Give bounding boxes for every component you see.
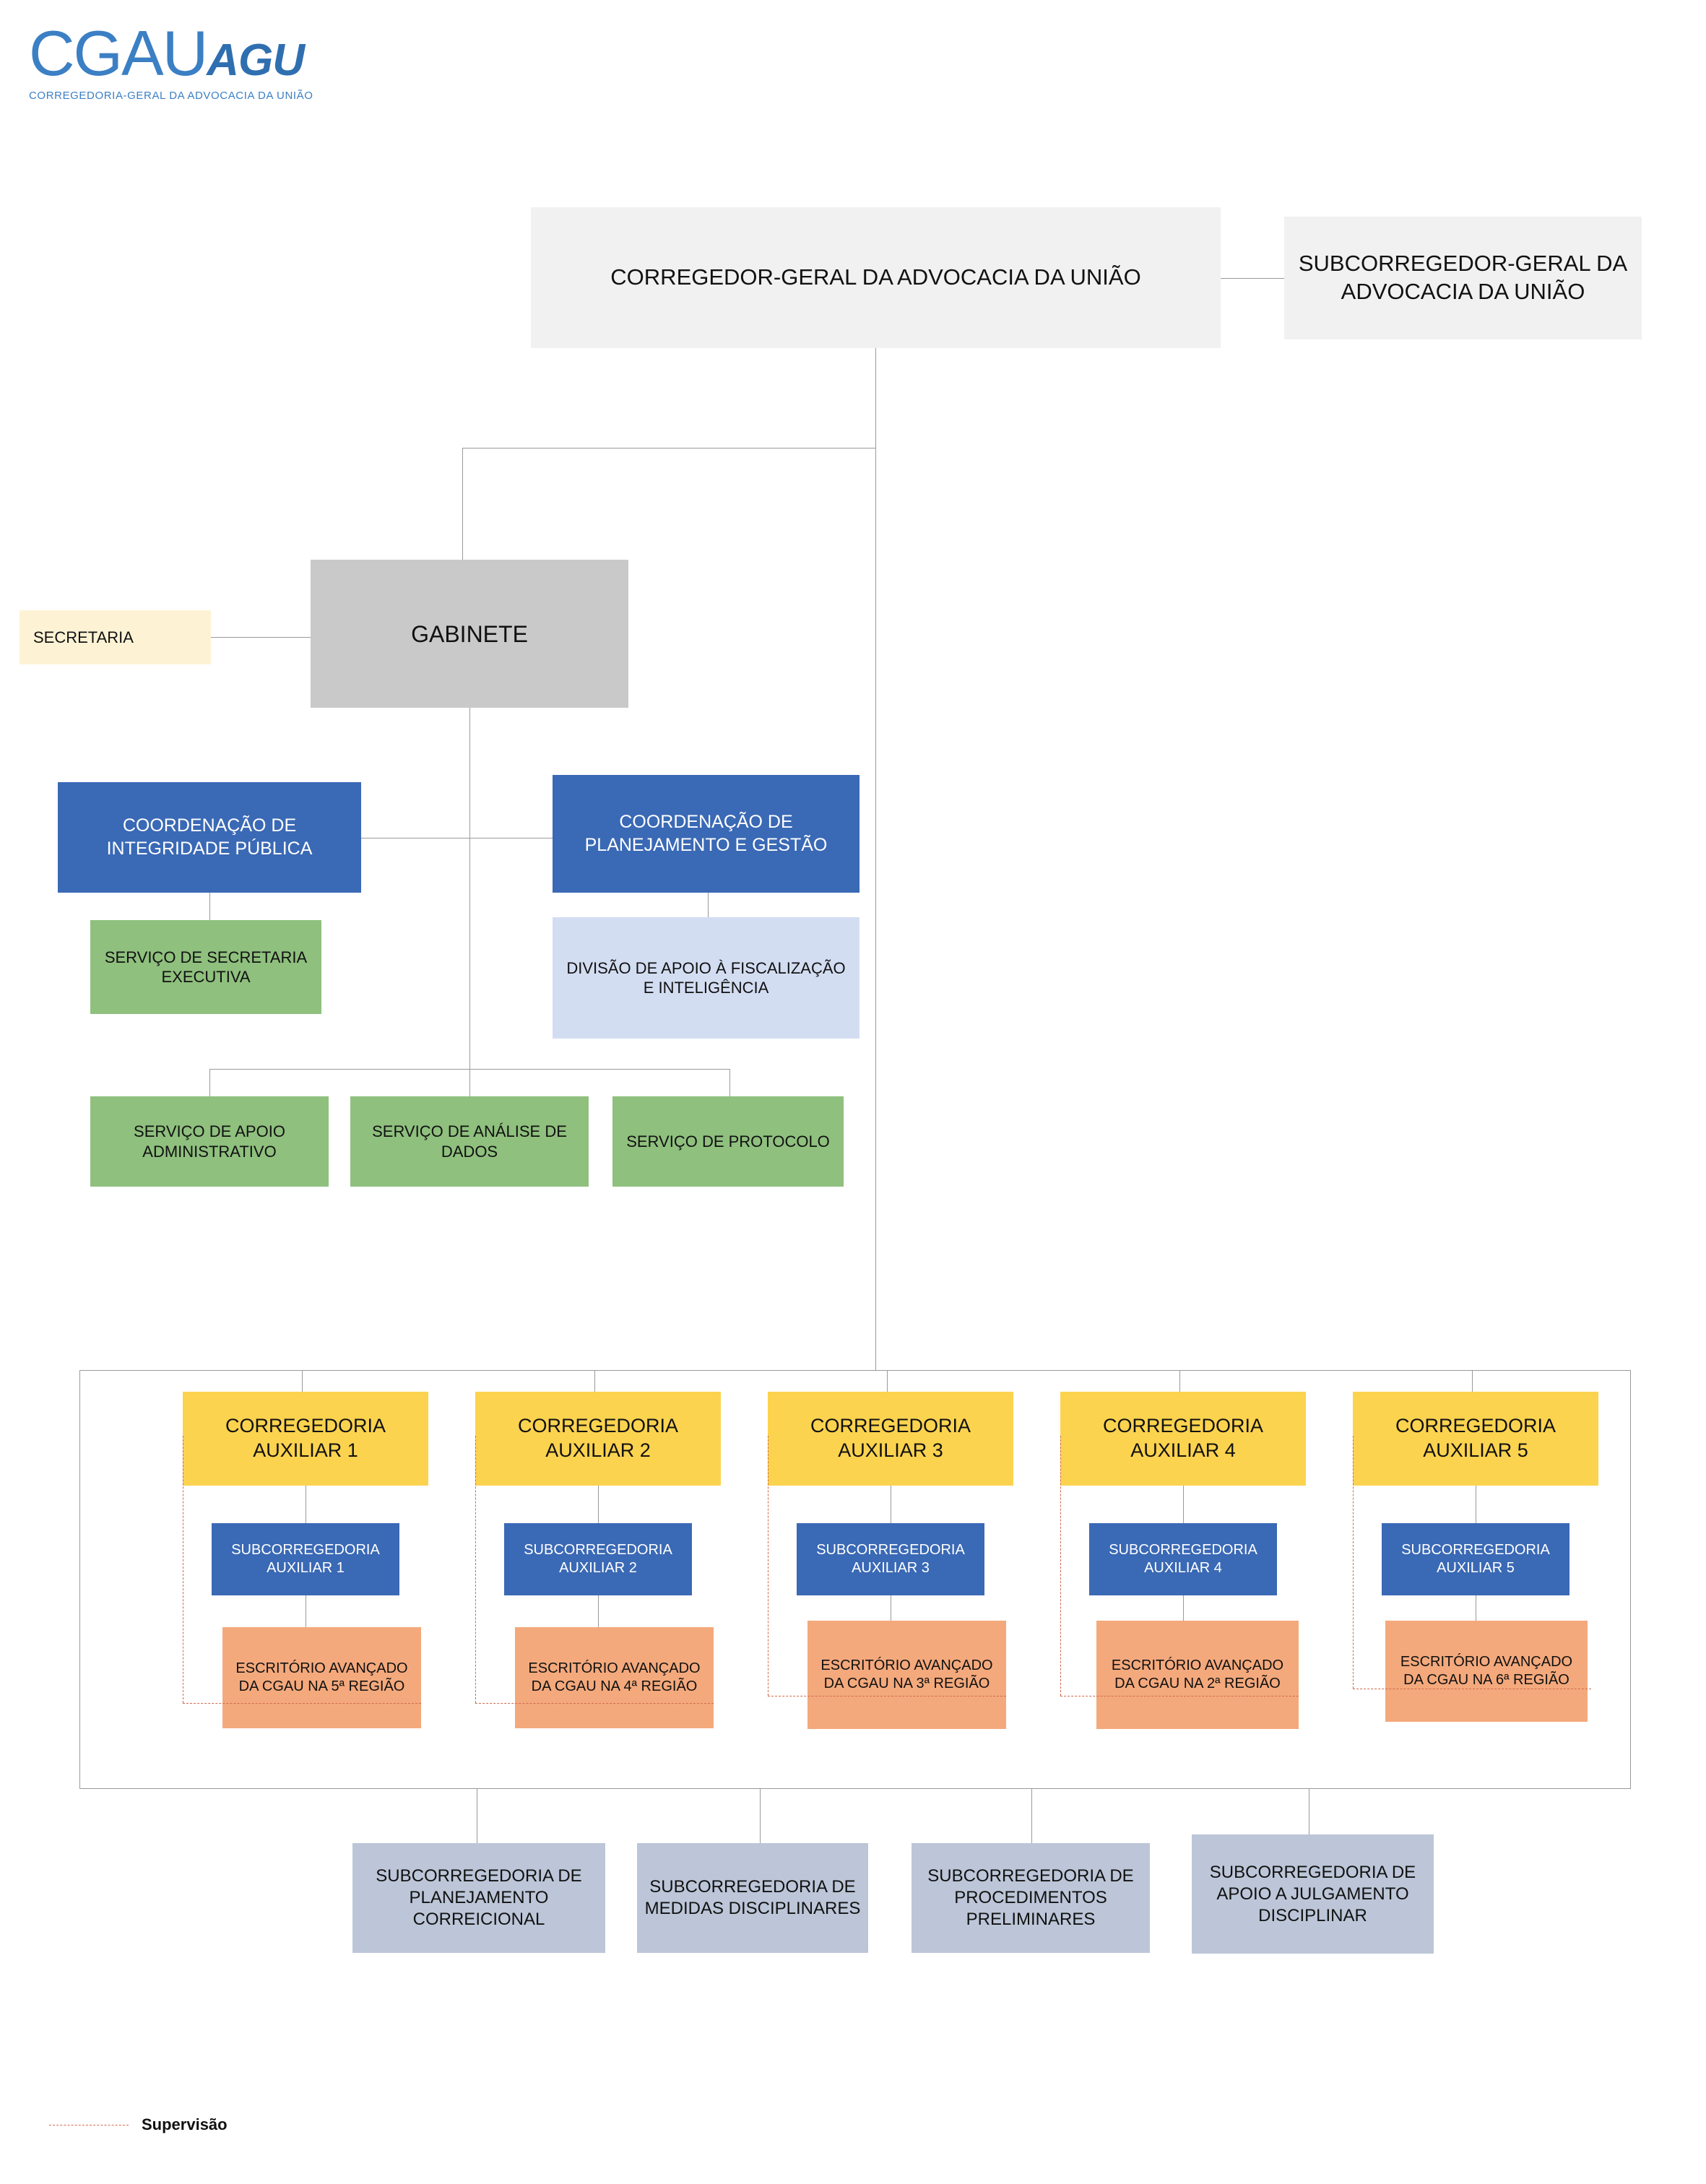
connector-secretaria (211, 637, 311, 638)
connector-sub-3 (1031, 1789, 1032, 1843)
node-escritorio-4-label: ESCRITÓRIO AVANÇADO DA CGAU NA 2ª REGIÃO (1111, 1658, 1284, 1691)
node-corregedoria-auxiliar-4-label: CORREGEDORIA AUXILIAR 4 (1102, 1415, 1264, 1461)
legend-supervisao-label: Supervisão (142, 2115, 228, 2133)
node-coordenacao-planejamento-label: COORDENAÇÃO DE PLANEJAMENTO E GESTÃO (584, 812, 828, 855)
connector-corregedoria-4-stub (1179, 1370, 1180, 1392)
logo-subtitle: CORREGEDORIA-GERAL DA ADVOCACIA DA UNIÃO (29, 90, 313, 102)
node-subcorregedoria-auxiliar-4[interactable] (1089, 1523, 1277, 1595)
node-escritorio-2[interactable] (515, 1627, 714, 1728)
node-coordenacao-planejamento[interactable] (553, 775, 860, 893)
connector-corregedoria-1-stub (302, 1370, 303, 1392)
node-subcorregedoria-planejamento-correicional-label: SUBCORREGEDORIA DE PLANEJAMENTO CORREICIONAL (376, 1866, 582, 1929)
connector-corr4-sub (1183, 1486, 1184, 1523)
node-subcorregedoria-auxiliar-5[interactable] (1382, 1523, 1569, 1595)
node-gabinete-label: GABINETE (411, 620, 528, 647)
node-corregedoria-auxiliar-2-label: CORREGEDORIA AUXILIAR 2 (517, 1415, 679, 1461)
node-subcorregedoria-auxiliar-1-label: SUBCORREGEDORIA AUXILIAR 1 (231, 1542, 380, 1576)
node-subcorregedoria-planejamento-correicional[interactable] (352, 1843, 605, 1953)
legend-supervisao-line-icon (49, 2125, 129, 2126)
node-corregedoria-auxiliar-3-label: CORREGEDORIA AUXILIAR 3 (810, 1415, 971, 1461)
node-escritorio-1[interactable] (222, 1627, 421, 1728)
logo-agu-text: AGU (207, 35, 305, 85)
node-servico-apoio-administrativo-label: SERVIÇO DE APOIO ADMINISTRATIVO (134, 1122, 285, 1161)
cgau-logo (29, 17, 462, 144)
node-subcorregedoria-apoio-julgamento-disciplinar[interactable] (1192, 1834, 1434, 1954)
connector-servicos-vertical (469, 838, 470, 1069)
node-subcorregedoria-auxiliar-3[interactable] (797, 1523, 984, 1595)
connector-corr4-esc (1183, 1595, 1184, 1621)
node-corregedoria-auxiliar-1-label: CORREGEDORIA AUXILIAR 1 (225, 1415, 386, 1461)
node-corregedoria-auxiliar-1[interactable] (183, 1392, 428, 1486)
legend (49, 2110, 352, 2139)
node-subcorregedoria-auxiliar-5-label: SUBCORREGEDORIA AUXILIAR 5 (1401, 1542, 1550, 1576)
connector-corregedoria-2-stub (594, 1370, 595, 1392)
connector-servico-protocolo-stub (729, 1069, 730, 1096)
connector-servico-analise-stub (469, 1069, 470, 1096)
supervisao-line-2-vertical (475, 1436, 476, 1703)
node-subcorregedoria-auxiliar-1[interactable] (212, 1523, 399, 1595)
supervisao-line-1-horizontal (183, 1703, 421, 1704)
node-gabinete[interactable] (311, 560, 628, 708)
connector-sub-2 (760, 1789, 761, 1843)
node-subcorregedoria-procedimentos-preliminares-label: SUBCORREGEDORIA DE PROCEDIMENTOS PRELIMINARES (927, 1866, 1134, 1929)
connector-corr2-esc (598, 1595, 599, 1627)
connector-top-horizontal (1221, 278, 1284, 279)
node-servico-apoio-administrativo[interactable] (90, 1096, 329, 1187)
supervisao-line-4-vertical (1060, 1436, 1061, 1696)
node-subcorregedoria-apoio-julgamento-disciplinar-label: SUBCORREGEDORIA DE APOIO A JULGAMENTO DISCIPLINAR (1209, 1862, 1416, 1925)
logo-brand-text: CGAU (29, 17, 207, 89)
node-servico-analise-dados-label: SERVIÇO DE ANÁLISE DE DADOS (372, 1122, 567, 1161)
node-coordenacao-integridade[interactable] (58, 782, 361, 893)
node-escritorio-3[interactable] (807, 1621, 1006, 1729)
node-secretaria[interactable] (20, 610, 211, 664)
node-corregedoria-auxiliar-5-label: CORREGEDORIA AUXILIAR 5 (1395, 1415, 1556, 1461)
node-servico-secretaria-executiva-label: SERVIÇO DE SECRETARIA EXECUTIVA (104, 948, 308, 986)
supervisao-line-2-horizontal (475, 1703, 714, 1704)
connector-main-spine (875, 348, 876, 1370)
node-subcorregedoria-auxiliar-2[interactable] (504, 1523, 692, 1595)
node-corregedoria-auxiliar-2[interactable] (475, 1392, 721, 1486)
node-escritorio-2-label: ESCRITÓRIO AVANÇADO DA CGAU NA 4ª REGIÃO (528, 1660, 701, 1694)
node-divisao-apoio[interactable] (553, 917, 860, 1039)
connector-gabinete-down (469, 708, 470, 838)
node-corregedor-geral-label: CORREGEDOR-GERAL DA ADVOCACIA DA UNIÃO (610, 264, 1141, 290)
connector-corregedoria-3-stub (887, 1370, 888, 1392)
connector-gabinete-vertical (462, 448, 463, 560)
node-corregedor-geral[interactable] (531, 207, 1221, 348)
node-escritorio-4[interactable] (1096, 1621, 1299, 1729)
node-subcorregedoria-auxiliar-3-label: SUBCORREGEDORIA AUXILIAR 3 (816, 1542, 965, 1576)
node-servico-protocolo[interactable] (612, 1096, 844, 1187)
node-corregedoria-auxiliar-4[interactable] (1060, 1392, 1306, 1486)
node-divisao-apoio-label: DIVISÃO DE APOIO À FISCALIZAÇÃO E INTELIGÊNCIA (566, 958, 846, 997)
connector-servico-secretaria (209, 893, 210, 920)
node-subcorregedoria-auxiliar-2-label: SUBCORREGEDORIA AUXILIAR 2 (524, 1542, 672, 1576)
node-servico-protocolo-label: SERVIÇO DE PROTOCOLO (626, 1132, 830, 1150)
node-escritorio-3-label: ESCRITÓRIO AVANÇADO DA CGAU NA 3ª REGIÃO (820, 1658, 993, 1691)
connector-divisao-apoio (708, 893, 709, 917)
supervisao-line-5-vertical (1353, 1436, 1354, 1689)
node-subcorregedor-geral[interactable] (1284, 217, 1642, 339)
node-secretaria-label: SECRETARIA (33, 628, 134, 646)
connector-servico-apoio-stub (209, 1069, 210, 1096)
node-corregedoria-auxiliar-3[interactable] (768, 1392, 1013, 1486)
node-escritorio-5[interactable] (1385, 1621, 1588, 1722)
node-corregedoria-auxiliar-5[interactable] (1353, 1392, 1598, 1486)
node-coordenacao-integridade-label: COORDENAÇÃO DE INTEGRIDADE PÚBLICA (106, 815, 313, 859)
node-subcorregedoria-auxiliar-4-label: SUBCORREGEDORIA AUXILIAR 4 (1109, 1542, 1257, 1576)
node-servico-analise-dados[interactable] (350, 1096, 589, 1187)
node-subcorregedoria-procedimentos-preliminares[interactable] (912, 1843, 1150, 1953)
node-escritorio-1-label: ESCRITÓRIO AVANÇADO DA CGAU NA 5ª REGIÃO (235, 1660, 408, 1694)
logo-brand (29, 17, 462, 89)
connector-corregedoria-5-stub (1472, 1370, 1473, 1392)
node-servico-secretaria-executiva[interactable] (90, 920, 321, 1014)
node-escritorio-5-label: ESCRITÓRIO AVANÇADO DA CGAU NA 6ª REGIÃO (1400, 1654, 1573, 1688)
node-subcorregedor-geral-label: SUBCORREGEDOR-GERAL DA ADVOCACIA DA UNIÃO (1298, 251, 1628, 304)
node-subcorregedoria-medidas-disciplinares-label: SUBCORREGEDORIA DE MEDIDAS DISCIPLINARES (644, 1877, 861, 1918)
node-subcorregedoria-medidas-disciplinares[interactable] (637, 1843, 868, 1953)
connector-corr2-sub (598, 1486, 599, 1523)
